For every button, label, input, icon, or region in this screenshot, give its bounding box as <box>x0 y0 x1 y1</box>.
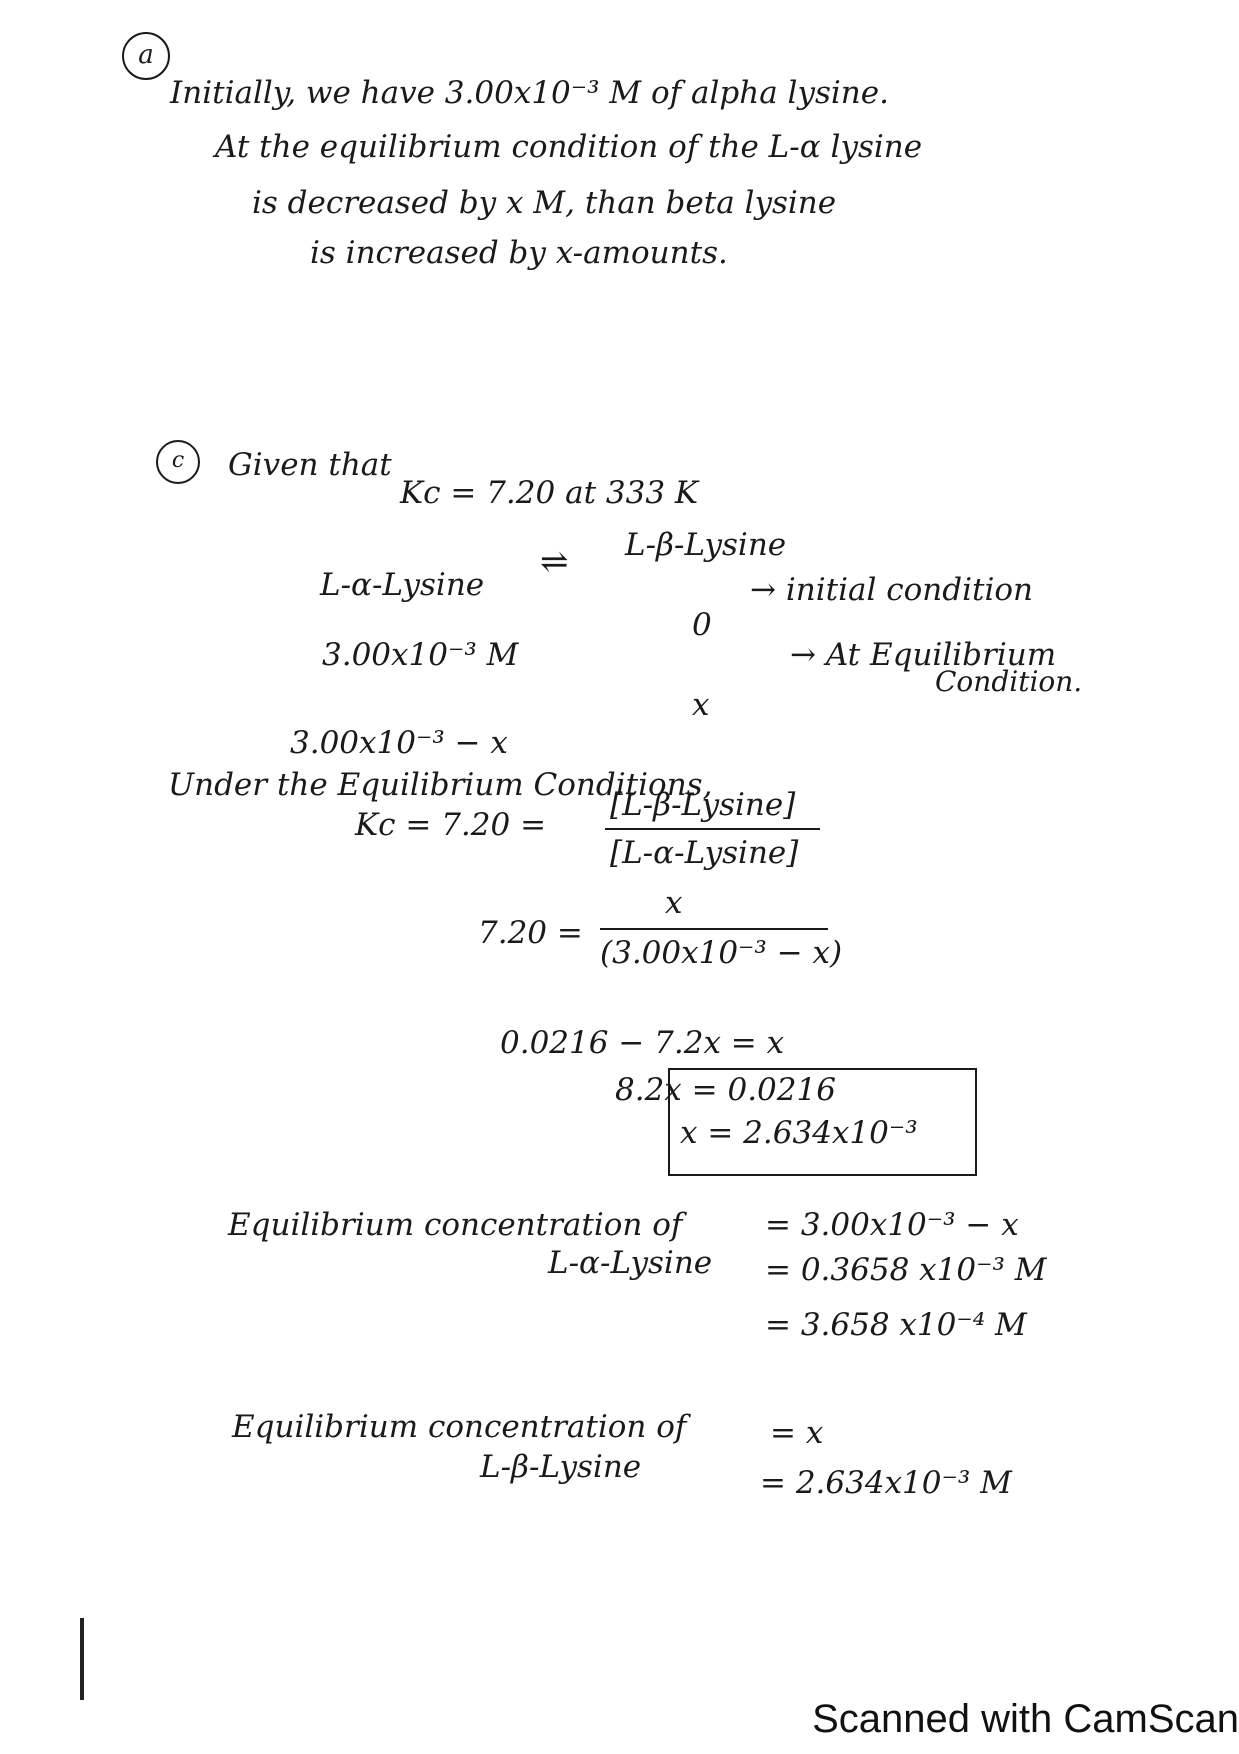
initial-condition-label: → initial condition <box>750 572 1033 608</box>
fraction-2-denominator: (3.00x10⁻³ − x) <box>600 935 843 971</box>
eq-label-1: → At Equilibrium <box>790 637 1057 673</box>
step-1: 0.0216 − 7.2x = x <box>500 1025 785 1061</box>
part-c-marker: c <box>156 440 200 484</box>
part-a-line-2: At the equilibrium condition of the L-α lysine <box>215 129 923 165</box>
scan-edge-mark <box>80 1618 84 1700</box>
eq-product: x <box>692 687 710 723</box>
eq-reactant: 3.00x10⁻³ − x <box>290 725 508 761</box>
given-that: Given that <box>228 447 392 483</box>
equilibrium-arrow: ⇌ <box>540 542 569 582</box>
beta-label-1: Equilibrium concentration of <box>232 1409 687 1445</box>
alpha-eq-3: = 3.658 x10⁻⁴ M <box>765 1307 1027 1343</box>
fraction-1-denominator: [L-α-Lysine] <box>610 835 799 871</box>
fraction-1-bar <box>605 828 820 830</box>
result-value: x = 2.634x10⁻³ <box>680 1115 918 1151</box>
alpha-eq-2: = 0.3658 x10⁻³ M <box>765 1252 1047 1288</box>
beta-eq-1: = x <box>770 1415 824 1451</box>
fraction-1-numerator: [L-β-Lysine] <box>610 787 796 823</box>
initial-product: 0 <box>692 607 712 643</box>
eq-720: 7.20 = <box>478 915 583 951</box>
beta-label-2: L-β-Lysine <box>480 1449 642 1485</box>
alpha-label-2: L-α-Lysine <box>548 1245 713 1281</box>
part-a-line-1: Initially, we have 3.00x10⁻³ M of alpha lysine. <box>170 75 889 111</box>
initial-reactant: 3.00x10⁻³ M <box>322 637 519 673</box>
eq-label-2: Condition. <box>935 665 1083 698</box>
alpha-label-1: Equilibrium concentration of <box>228 1207 683 1243</box>
reactant-label: L-α-Lysine <box>320 567 485 603</box>
kc-expression: Kc = 7.20 = <box>355 807 547 843</box>
camscanner-watermark: Scanned with CamScan <box>812 1697 1239 1741</box>
under-equilibrium: Under the Equilibrium Conditions, <box>168 767 713 803</box>
step-2: 8.2x = 0.0216 <box>615 1072 836 1108</box>
alpha-eq-1: = 3.00x10⁻³ − x <box>765 1207 1019 1243</box>
kc-given: Kc = 7.20 at 333 K <box>400 475 699 511</box>
fraction-2-numerator: x <box>665 885 683 921</box>
part-a-line-4: is increased by x-amounts. <box>310 235 728 271</box>
part-a-line-3: is decreased by x M, than beta lysine <box>252 185 837 221</box>
product-label: L-β-Lysine <box>625 527 787 563</box>
part-a-marker: a <box>122 32 170 80</box>
fraction-2-bar <box>600 928 828 930</box>
beta-eq-2: = 2.634x10⁻³ M <box>760 1465 1012 1501</box>
